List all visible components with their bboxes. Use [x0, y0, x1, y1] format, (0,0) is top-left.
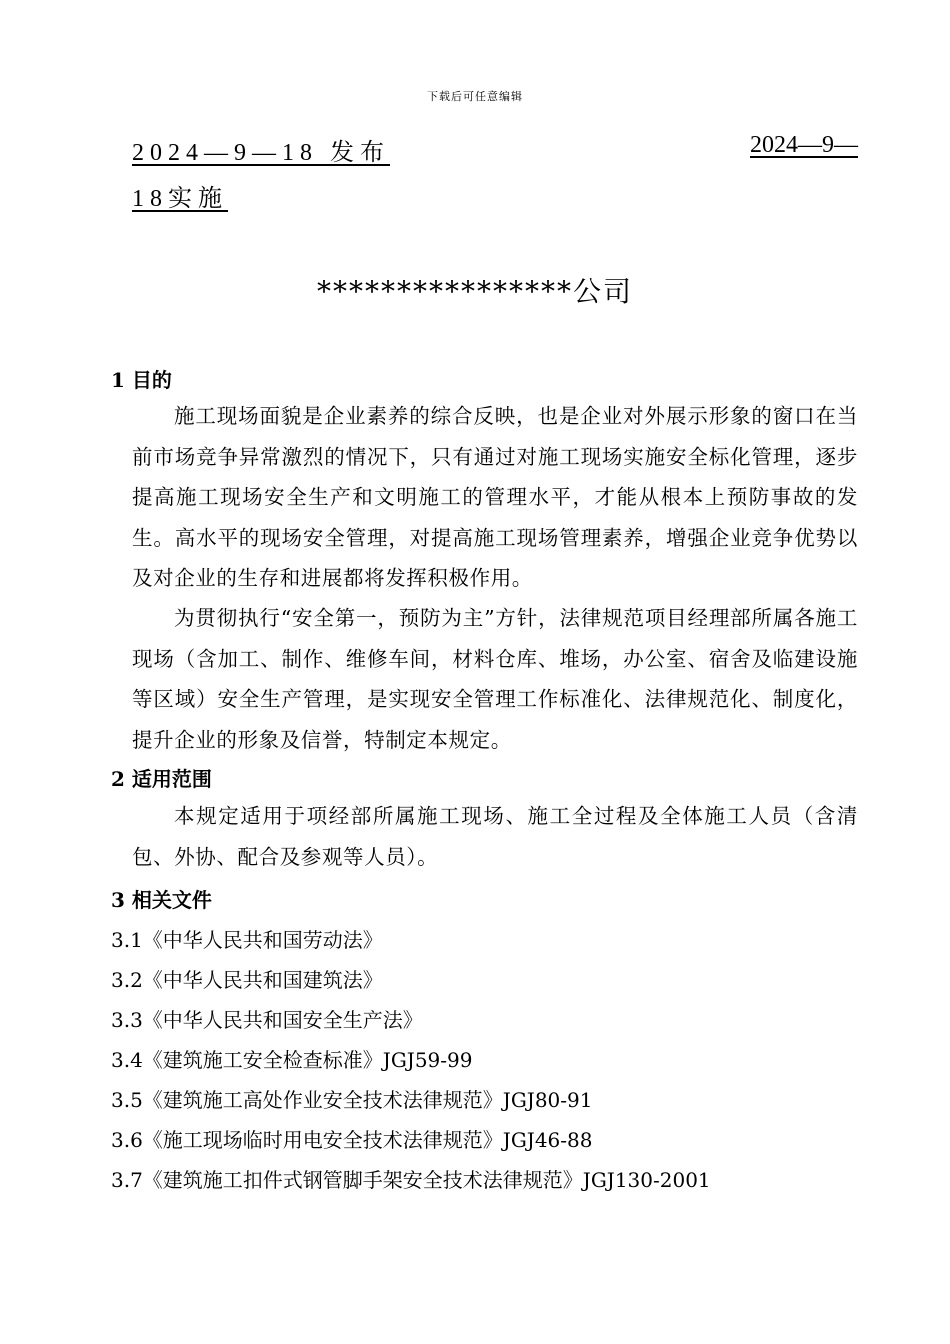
download-note: 下载后可任意编辑: [427, 90, 523, 103]
company-name: ****************公司: [316, 275, 633, 308]
purpose-paragraph-2: 为贯彻执行“安全第一，预防为主”方针，法律规范项目经理部所属各施工现场（含加工、制作、维修车间，材料仓库、堆场，办公室、宿舍及临建设施等区域）安全生产管理，是实现安全管理工作标准化、法律规范化、制度化，提升企业的形象及信誉，特制定本规定。: [132, 606, 858, 752]
related-doc-item: 3.2《中华人民共和国建筑法》: [111, 968, 383, 992]
scope-paragraph: 本规定适用于项经部所属施工现场、施工全过程及全体施工人员（含清包、外协、配合及参观等人员）。: [132, 804, 858, 869]
related-doc-item: 3.7《建筑施工扣件式钢管脚手架安全技术法律规范》JGJ130-2001: [111, 1168, 711, 1192]
purpose-paragraph-1: 施工现场面貌是企业素养的综合反映，也是企业对外展示形象的窗口在当前市场竞争异常激烈的情况下，只有通过对施工现场实施安全标化管理，逐步提高施工现场安全生产和文明施工的管理水平，才能从根本上预防事故的发生。高水平的现场安全管理，对提高施工现场管理素养，增强企业竞争优势以及对企业的生存和进展都将发挥积极作用。: [132, 404, 858, 590]
related-doc-item: 3.5《建筑施工高处作业安全技术法律规范》JGJ80-91: [111, 1088, 593, 1112]
related-doc-item: 3.6《施工现场临时用电安全技术法律规范》JGJ46-88: [111, 1128, 593, 1152]
section-heading-scope: 2 适用范围: [111, 767, 212, 791]
related-doc-item: 3.1《中华人民共和国劳动法》: [111, 928, 383, 952]
effective-date-end: 18实施: [132, 186, 228, 212]
related-doc-item: 3.4《建筑施工安全检查标准》JGJ59-99: [111, 1048, 473, 1072]
related-doc-item: 3.3《中华人民共和国安全生产法》: [111, 1008, 423, 1032]
section-heading-purpose: 1 目的: [111, 368, 172, 392]
effective-date-start: 2024—9—: [750, 132, 858, 158]
publish-date-line: [132, 132, 858, 167]
section-heading-related-docs: 3 相关文件: [111, 888, 212, 912]
publish-date: 2024—9—18 发布: [132, 140, 390, 166]
